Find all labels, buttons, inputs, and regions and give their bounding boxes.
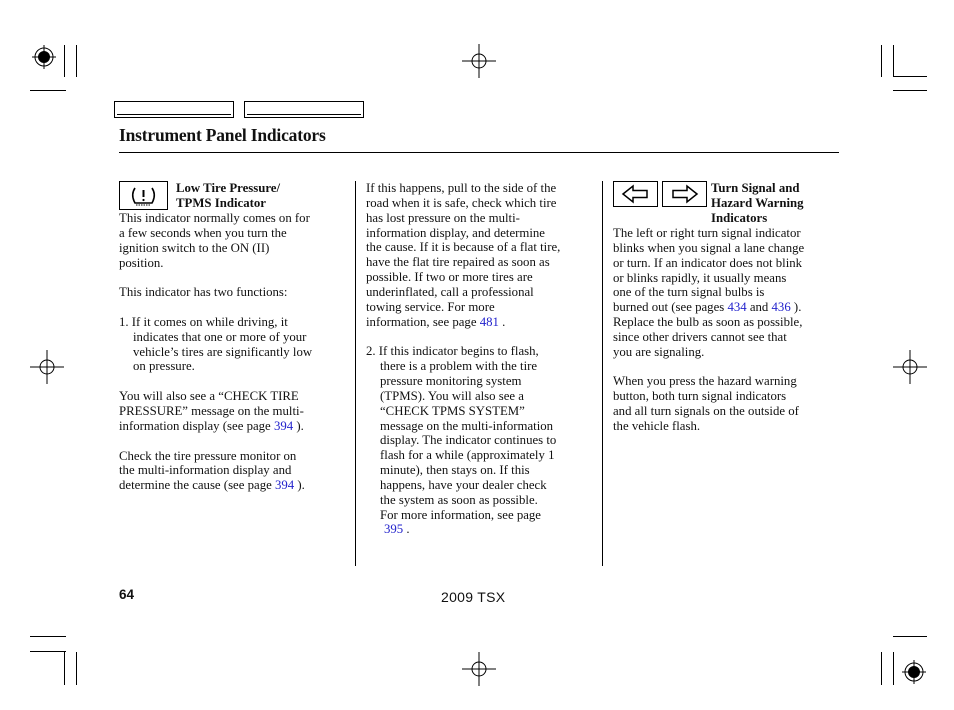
text-line: information, see page 481 . [366,314,506,329]
turn-signal-heading: Turn Signal and Hazard Warning Indicators [711,181,804,225]
title-rule [119,152,839,153]
column-3-text: The left or right turn signal indicator blinks when you signal a lane change or turn. If an indicator does not blink or blinks rapidly, it usually means one of the turn signal bulbs is burned out (see pages 434 and 436 ). Replace the bulb as soon as possible, since other drivers cannot see that you are signaling. When you press the hazard warning button, both turn signal indicators and all turn signals on the outside of the vehicle flash. [613,226,845,434]
column-2-text: If this happens, pull to the side of the road when it is safe, check which tire has lost pressure on the multi- information display, and determine the cause. If it is because of a flat tire, have the flat tire repaired as soon as possible. If two or more tires are underinflated, call a professional towing service. For more information, see page 481 . 2. If this indicator begins to flash, there is a problem with the tire pressure monitoring system (TPMS). You will also see a “CHECK TPMS SYSTEM” message on the multi-information display. The indicator continues to flash for a while (approximately 1 minute), then stays on. If this happens, have your dealer check the system as soon as possible. For more information, see page 395 . [366,181,600,537]
crop-mark [64,45,65,77]
registration-mark-mid-right [893,350,927,384]
crop-mark [893,45,894,77]
text-line: burned out (see pages 434 and 436 ). [613,300,802,315]
tpms-heading: Low Tire Pressure/ TPMS Indicator [176,181,281,210]
crop-mark [30,636,66,637]
page-title: Instrument Panel Indicators [119,125,326,145]
crop-mark [76,45,77,77]
left-turn-icon-box [613,181,658,207]
right-turn-arrow-icon [663,182,706,206]
page-link-394-second[interactable]: 394 [274,478,295,493]
registration-mark-bottom-center [462,652,496,686]
crop-mark [76,652,77,685]
page-number: 64 [119,587,135,602]
column-divider [602,181,603,566]
crop-mark [881,45,882,77]
crop-mark [893,636,927,637]
registration-mark-bottom-right [898,657,932,691]
tire-pressure-warning-icon [120,182,167,209]
column-1-text: This indicator normally comes on for a few seconds when you turn the ignition switch to the ON (II) position. This indicator has two functions: 1. If it comes on while driving, it indicates that one or more of your vehicle’s tires are significantly low on pressure. You will also see a “CHECK TIRE PRESSURE” message on the multi- information display (see page 394 ). Check the tire pressure monitor on the multi-information display and determine the cause (see page 394 ). [119,211,351,493]
registration-mark-top-left [30,42,80,92]
crop-mark [30,651,66,652]
column-divider [355,181,356,566]
crop-mark [893,90,927,91]
page-link-395[interactable]: 395 [384,522,404,537]
page-link-436[interactable]: 436 [771,300,791,315]
footer-model: 2009 TSX [441,589,506,605]
page-link-434[interactable]: 434 [727,300,747,315]
crop-mark [64,652,65,685]
crop-mark [893,652,894,685]
left-turn-arrow-icon [614,182,657,206]
registration-mark-top-center [462,44,496,78]
tpms-icon-box [119,181,168,210]
section-tab-box [114,101,234,118]
crop-mark [881,652,882,685]
crop-mark [893,76,927,77]
right-turn-icon-box [662,181,707,207]
section-tab-box [244,101,364,118]
page-link-394[interactable]: 394 [273,418,294,433]
page-link-481[interactable]: 481 [479,314,499,329]
text-line: 395 . [384,522,410,537]
text-line: determine the cause (see page 394 ). [119,478,305,493]
text-line: information display (see page 394 ). [119,418,304,433]
crop-mark [30,90,66,91]
registration-mark-mid-left [30,350,64,384]
